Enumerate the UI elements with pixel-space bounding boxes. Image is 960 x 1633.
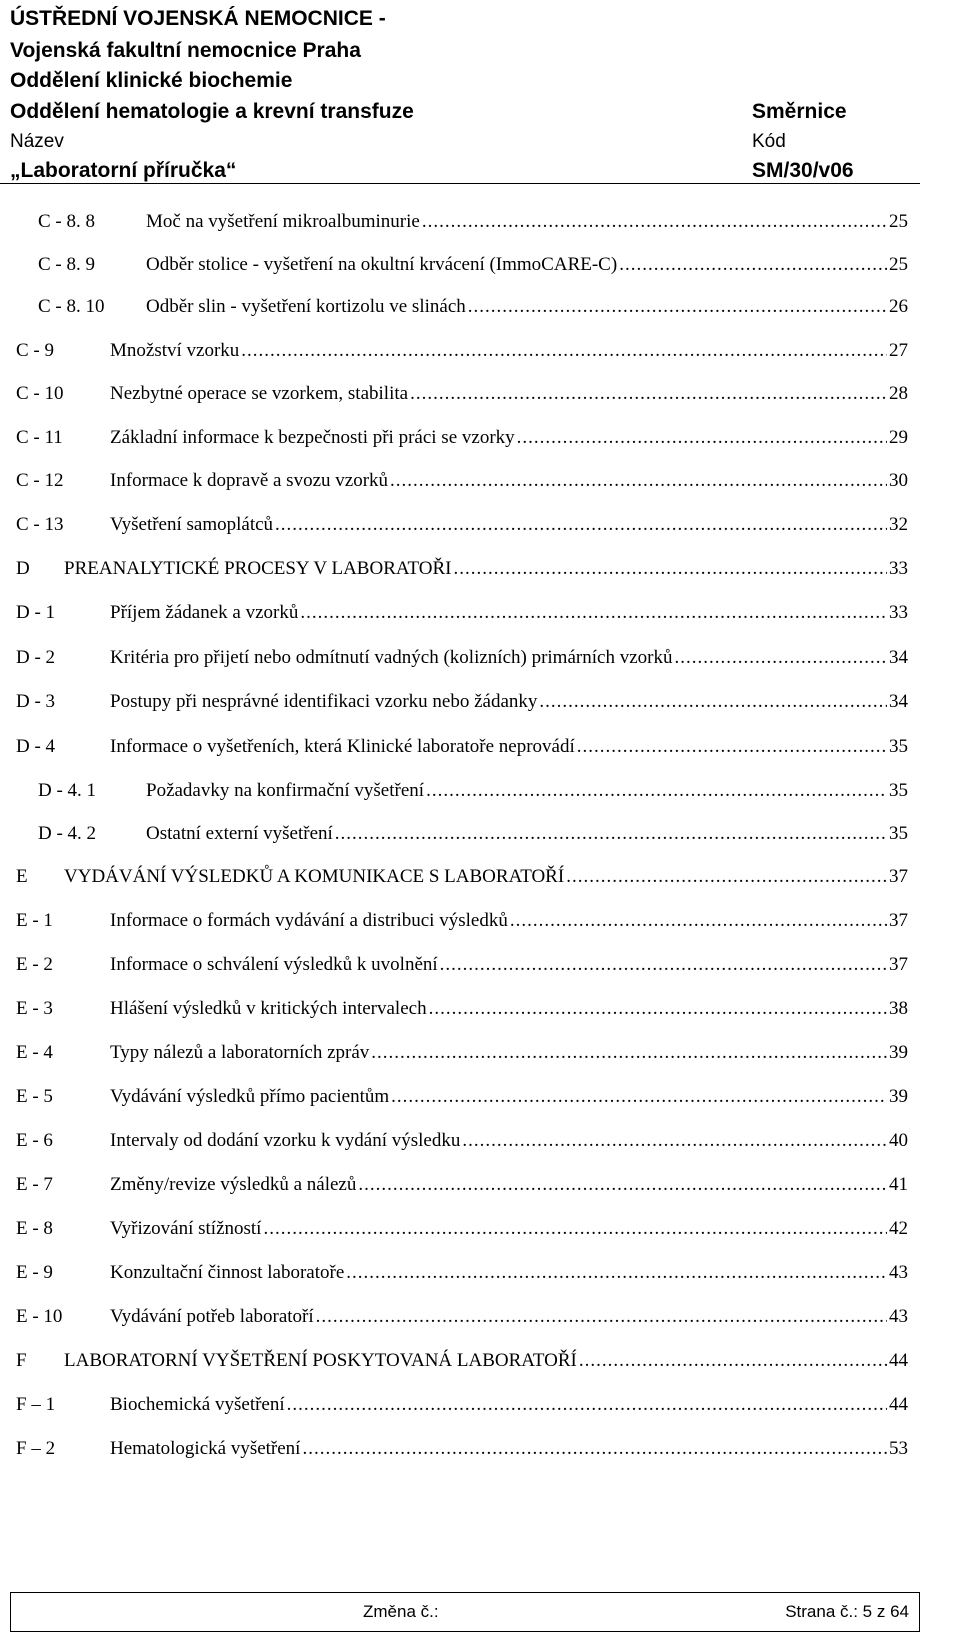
- toc-title: Informace k dopravě a svozu vzorků: [110, 470, 389, 491]
- toc-leader: [510, 909, 887, 933]
- toc-leader: [241, 339, 887, 363]
- toc-title: Vydávání potřeb laboratoří: [110, 1306, 314, 1327]
- toc-page: 25: [889, 254, 908, 275]
- toc-leader: [263, 1217, 887, 1241]
- toc-number: C - 9: [16, 340, 54, 361]
- toc-page: 34: [889, 691, 908, 712]
- toc-title: Základní informace k bezpečnosti při práci se vzorky: [110, 427, 515, 448]
- toc-number: C - 12: [16, 470, 64, 491]
- toc-title: Vyšetření samoplátců: [110, 514, 274, 535]
- toc-leader: [391, 1085, 887, 1109]
- toc-page: 35: [889, 736, 908, 757]
- toc-page: 35: [889, 780, 908, 801]
- toc-title: Informace o formách vydávání a distribuci výsledků: [110, 910, 508, 931]
- toc-number: C - 13: [16, 514, 64, 535]
- toc-page: 43: [889, 1262, 908, 1283]
- toc-leader: [453, 557, 887, 581]
- toc-number: D - 4: [16, 736, 56, 757]
- toc-title: Vyřizování stížností: [110, 1218, 262, 1239]
- toc-number: D - 4. 1: [38, 780, 97, 801]
- toc-page: 28: [889, 383, 908, 404]
- toc-leader: [346, 1261, 887, 1285]
- toc-number: E - 3: [16, 998, 53, 1019]
- toc-page: 26: [889, 296, 908, 317]
- toc-title: Hematologická vyšetření: [110, 1438, 301, 1459]
- toc-entry[interactable]: [16, 1085, 908, 1109]
- toc-entry[interactable]: [38, 295, 908, 319]
- toc-entry[interactable]: [38, 253, 908, 277]
- toc-leader: [579, 1349, 887, 1373]
- toc-number: D - 1: [16, 602, 56, 623]
- toc-entry[interactable]: [16, 690, 908, 714]
- toc-title: Informace o vyšetřeních, která Klinické laboratoře neprovádí: [110, 736, 575, 757]
- toc-entry[interactable]: [38, 822, 908, 846]
- toc-leader: [275, 513, 887, 537]
- toc-leader: [316, 1305, 887, 1329]
- toc-number: C - 11: [16, 427, 63, 448]
- toc-leader: [440, 953, 887, 977]
- toc-entry[interactable]: [16, 735, 908, 759]
- toc-title: Změny/revize výsledků a nálezů: [110, 1174, 357, 1195]
- toc-title: Ostatní externí vyšetření: [146, 823, 333, 844]
- toc-entry[interactable]: [16, 1437, 908, 1461]
- toc-number: C - 8. 8: [38, 211, 95, 232]
- toc-page: 33: [889, 602, 908, 623]
- toc-entry[interactable]: [38, 779, 908, 803]
- toc-entry[interactable]: [16, 1129, 908, 1153]
- toc-page: 33: [889, 558, 908, 579]
- document-name: „Laboratorní příručka“: [10, 159, 237, 182]
- toc-entry[interactable]: [16, 1041, 908, 1065]
- toc-entry[interactable]: [16, 601, 908, 625]
- toc-leader: [371, 1041, 887, 1065]
- toc-page: 37: [889, 954, 908, 975]
- document-type: Směrnice: [752, 100, 847, 123]
- toc-page: 53: [889, 1438, 908, 1459]
- toc-entry[interactable]: [16, 1173, 908, 1197]
- toc-number: E - 10: [16, 1306, 63, 1327]
- toc-title: Typy nálezů a laboratorních zpráv: [110, 1042, 370, 1063]
- toc-number: E - 4: [16, 1042, 53, 1063]
- toc-number: D - 2: [16, 647, 56, 668]
- toc-title: Kritéria pro přijetí nebo odmítnutí vadných (kolizních) primárních vzorků: [110, 647, 673, 668]
- toc-title: Příjem žádanek a vzorků: [110, 602, 299, 623]
- toc-page: 41: [889, 1174, 908, 1195]
- toc-leader: [300, 601, 887, 625]
- toc-entry[interactable]: [16, 865, 908, 889]
- document-code: SM/30/v06: [752, 159, 854, 182]
- toc-entry[interactable]: [16, 426, 908, 450]
- change-number-label: Změna č.:: [363, 1602, 439, 1621]
- toc-title: Množství vzorku: [110, 340, 240, 361]
- hospital-subname: Vojenská fakultní nemocnice Praha: [10, 39, 361, 62]
- toc-number: E - 6: [16, 1130, 53, 1151]
- document-footer: [10, 1592, 920, 1632]
- toc-leader: [517, 426, 887, 450]
- toc-page: 39: [889, 1086, 908, 1107]
- toc-page: 44: [889, 1394, 908, 1415]
- toc-title: Konzultační činnost laboratoře: [110, 1262, 345, 1283]
- toc-leader: [358, 1173, 887, 1197]
- toc-page: 39: [889, 1042, 908, 1063]
- toc-leader: [390, 469, 887, 493]
- toc-number: E - 8: [16, 1218, 53, 1239]
- toc-entry[interactable]: [16, 1305, 908, 1329]
- toc-page: 37: [889, 910, 908, 931]
- toc-number: E: [16, 866, 28, 887]
- toc-leader: [619, 253, 887, 277]
- toc-number: F: [16, 1350, 27, 1371]
- toc-entry[interactable]: [16, 1393, 908, 1417]
- toc-number: E - 9: [16, 1262, 53, 1283]
- toc-leader: [566, 865, 887, 889]
- toc-leader: [577, 735, 887, 759]
- toc-leader: [422, 210, 887, 234]
- toc-page: 34: [889, 647, 908, 668]
- toc-entry[interactable]: [16, 1217, 908, 1241]
- toc-number: C - 8. 10: [38, 296, 105, 317]
- toc-page: 44: [889, 1350, 908, 1371]
- toc-title: Biochemická vyšetření: [110, 1394, 285, 1415]
- toc-page: 35: [889, 823, 908, 844]
- toc-title: LABORATORNÍ VYŠETŘENÍ POSKYTOVANÁ LABORATOŘÍ: [64, 1350, 577, 1371]
- toc-leader: [410, 382, 887, 406]
- toc-entry[interactable]: [16, 469, 908, 493]
- department-hematology: Oddělení hematologie a krevní transfuze: [10, 100, 414, 123]
- toc-number: C - 8. 9: [38, 254, 95, 275]
- toc-entry[interactable]: [16, 1349, 908, 1373]
- toc-page: 42: [889, 1218, 908, 1239]
- name-label: Název: [10, 131, 64, 152]
- toc-title: Intervaly od dodání vzorku k vydání výsledku: [110, 1130, 461, 1151]
- toc-title: Postupy při nesprávné identifikaci vzorku nebo žádanky: [110, 691, 538, 712]
- toc-page: 37: [889, 866, 908, 887]
- toc-title: VYDÁVÁNÍ VÝSLEDKŮ A KOMUNIKACE S LABORATOŘÍ: [64, 866, 565, 887]
- toc-number: D - 4. 2: [38, 823, 97, 844]
- toc-entry[interactable]: [16, 339, 908, 363]
- toc-page: 38: [889, 998, 908, 1019]
- toc-title: Hlášení výsledků v kritických intervalech: [110, 998, 427, 1019]
- toc-number: F – 1: [16, 1394, 56, 1415]
- toc-page: 25: [889, 211, 908, 232]
- toc-number: C - 10: [16, 383, 64, 404]
- toc-leader: [287, 1393, 887, 1417]
- code-label: Kód: [752, 131, 786, 152]
- toc-title: Nezbytné operace se vzorkem, stabilita: [110, 383, 409, 404]
- hospital-name: ÚSTŘEDNÍ VOJENSKÁ NEMOCNICE -: [10, 7, 386, 30]
- toc-entry[interactable]: [38, 210, 908, 234]
- toc-number: E - 5: [16, 1086, 53, 1107]
- page-number: Strana č.: 5 z 64: [785, 1602, 909, 1621]
- toc-title: Informace o schválení výsledků k uvolnění: [110, 954, 438, 975]
- toc-title: PREANALYTICKÉ PROCESY V LABORATOŘI: [64, 558, 452, 579]
- toc-number: D: [16, 558, 30, 579]
- toc-title: Moč na vyšetření mikroalbuminurie: [146, 211, 420, 232]
- toc-entry[interactable]: [16, 646, 908, 670]
- toc-leader: [539, 690, 887, 714]
- toc-page: 32: [889, 514, 908, 535]
- toc-leader: [468, 295, 887, 319]
- toc-page: 43: [889, 1306, 908, 1327]
- toc-title: Odběr stolice - vyšetření na okultní krvácení (ImmoCARE-C): [146, 254, 618, 275]
- toc-leader: [462, 1129, 887, 1153]
- toc-title: Vydávání výsledků přímo pacientům: [110, 1086, 390, 1107]
- toc-leader: [674, 646, 887, 670]
- toc-number: F – 2: [16, 1438, 56, 1459]
- toc-leader: [426, 779, 887, 803]
- toc-entry[interactable]: [16, 909, 908, 933]
- department-biochemistry: Oddělení klinické biochemie: [10, 69, 293, 92]
- toc-leader: [429, 997, 887, 1021]
- toc-number: D - 3: [16, 691, 56, 712]
- toc-entry[interactable]: [16, 382, 908, 406]
- toc-entry[interactable]: [16, 953, 908, 977]
- toc-entry[interactable]: [16, 513, 908, 537]
- toc-page: 40: [889, 1130, 908, 1151]
- toc-number: E - 1: [16, 910, 53, 931]
- toc-entry[interactable]: [16, 1261, 908, 1285]
- toc-page: 29: [889, 427, 908, 448]
- toc-title: Požadavky na konfirmační vyšetření: [146, 780, 425, 801]
- toc-title: Odběr slin - vyšetření kortizolu ve slinách: [146, 296, 466, 317]
- toc-page: 30: [889, 470, 908, 491]
- toc-leader: [335, 822, 887, 846]
- toc-page: 27: [889, 340, 908, 361]
- toc-leader: [302, 1437, 887, 1461]
- toc-entry[interactable]: [16, 557, 908, 581]
- toc-number: E - 7: [16, 1174, 53, 1195]
- toc-entry[interactable]: [16, 997, 908, 1021]
- toc-number: E - 2: [16, 954, 53, 975]
